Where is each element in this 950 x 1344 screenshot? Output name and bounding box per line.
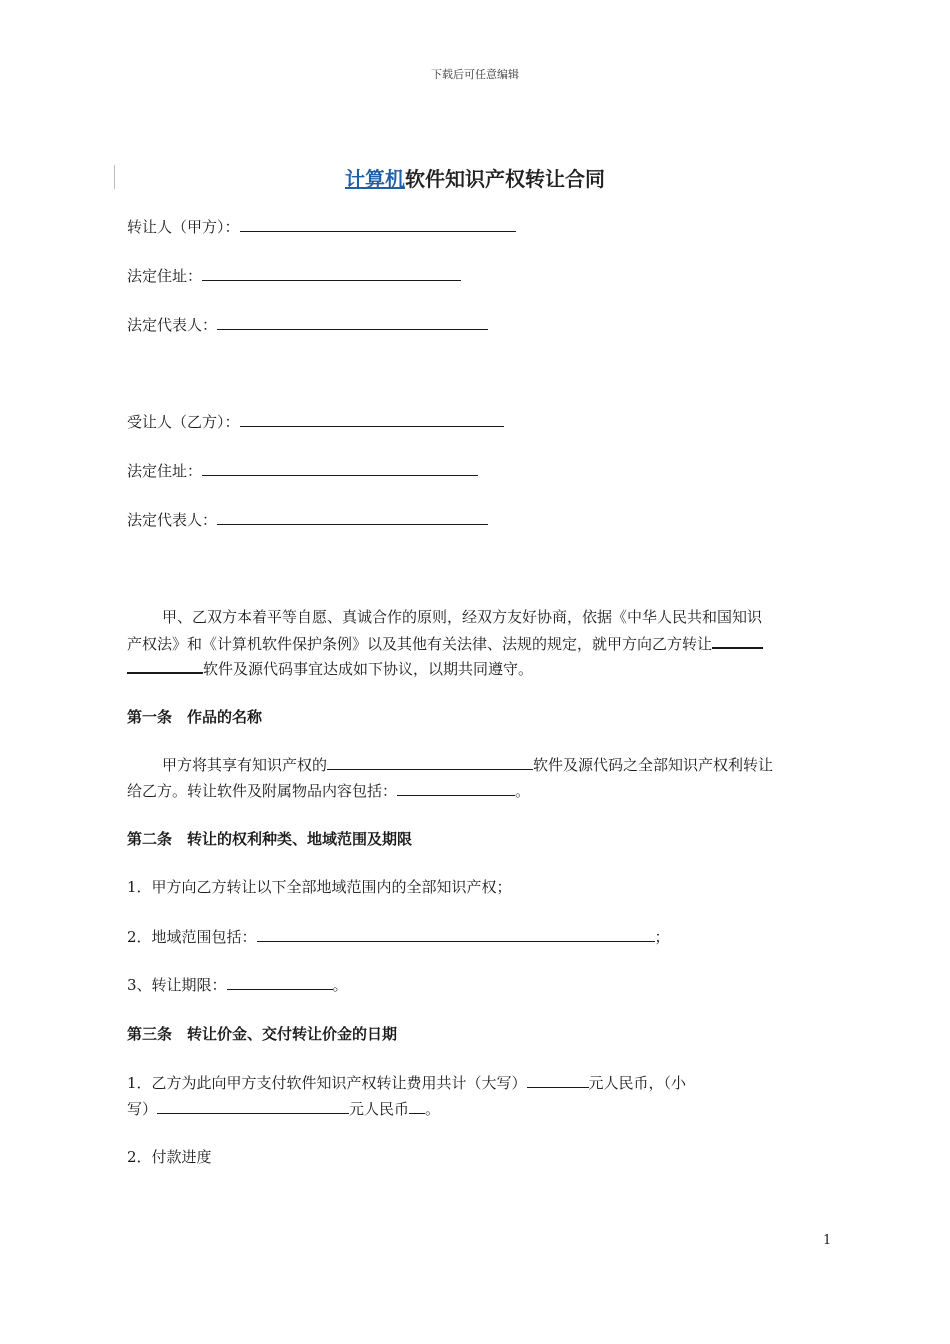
party-a-address-label: 法定住址： <box>127 267 203 285</box>
software-name-blank-a[interactable] <box>712 632 763 649</box>
party-a-rep-label: 法定代表人： <box>127 316 218 334</box>
transferee-line <box>127 411 504 433</box>
article-1-line-2-post: 。 <box>515 782 531 800</box>
party-b-rep-label: 法定代表人： <box>127 511 218 529</box>
article-2-item-2-pre: 2．地域范围包括： <box>127 928 257 946</box>
transferor-line <box>127 216 516 238</box>
article-2-heading: 第二条 转让的权利种类、地域范围及期限 <box>127 830 413 848</box>
party-a-rep-blank[interactable] <box>217 314 488 330</box>
transferor-blank[interactable] <box>240 216 516 232</box>
preamble-line-1: 甲、乙双方本着平等自愿、真诚合作的原则，经双方友好协商，依据《中华人民共和国知识 <box>162 608 763 626</box>
article-3-item-1-line-2-post: 。 <box>425 1100 441 1118</box>
transferee-blank[interactable] <box>240 411 504 427</box>
article-3-item-1-pre: 1．乙方为此向甲方支付软件知识产权转让费用共计（大写） <box>127 1074 527 1092</box>
article-3-item-1-line-2-pre: 写） <box>127 1100 158 1118</box>
party-b-rep-line <box>127 509 488 531</box>
article-1-line-1 <box>162 754 773 776</box>
transferor-label: 转让人（甲方）： <box>127 218 240 236</box>
article-2-item-2-post: ； <box>654 928 670 946</box>
preamble-line-3-text: 软件及源代码事宜达成如下协议，以期共同遵守。 <box>203 660 534 678</box>
transferee-label: 受让人（乙方）： <box>127 413 240 431</box>
article-1-contents-blank[interactable] <box>397 780 515 796</box>
article-1-line-1-post: 软件及源代码之全部知识产权利转让 <box>533 756 774 774</box>
document-title <box>0 163 950 192</box>
currency-blank[interactable] <box>409 1098 425 1114</box>
region-blank[interactable] <box>257 926 655 942</box>
title-link[interactable]: 计算机 <box>345 167 405 191</box>
software-name-blank-b[interactable] <box>127 657 203 674</box>
party-a-rep-line <box>127 314 488 336</box>
article-1-line-2-pre: 给乙方。转让软件及附属物品内容包括： <box>127 782 398 800</box>
title-text: 软件知识产权转让合同 <box>405 167 605 191</box>
page-number: 1 <box>823 1233 832 1248</box>
party-a-address-line <box>127 265 461 287</box>
article-3-item-1-line-2-mid: 元人民币 <box>349 1100 410 1118</box>
preamble-line-2-text: 产权法》和《计算机软件保护条例》以及其他有关法律、法规的规定，就甲方向乙方转让 <box>127 635 713 653</box>
article-3-item-1-mid: 元人民币，（小 <box>588 1074 687 1092</box>
term-blank[interactable] <box>227 974 333 990</box>
article-3-item-1-line-1 <box>127 1072 686 1094</box>
article-2-item-3-pre: 3、转让期限： <box>127 976 227 994</box>
article-1-line-1-pre: 甲方将其享有知识产权的 <box>162 756 328 774</box>
amount-lowercase-blank[interactable] <box>157 1098 349 1114</box>
article-3-heading: 第三条 转让价金、交付转让价金的日期 <box>127 1025 398 1043</box>
article-2-item-1: 1．甲方向乙方转让以下全部地域范围内的全部知识产权； <box>127 878 512 896</box>
article-2-item-3-post: 。 <box>332 976 348 994</box>
article-1-line-2 <box>127 780 530 802</box>
party-b-address-blank[interactable] <box>202 460 478 476</box>
preamble-line-3 <box>127 657 533 680</box>
article-1-heading: 第一条 作品的名称 <box>127 708 263 726</box>
amount-uppercase-blank[interactable] <box>527 1072 589 1088</box>
preamble-line-2 <box>127 632 763 655</box>
party-b-rep-blank[interactable] <box>217 509 488 525</box>
article-3-item-1-line-2 <box>127 1098 440 1120</box>
article-3-item-2: 2．付款进度 <box>127 1148 212 1166</box>
article-1-software-blank[interactable] <box>327 754 533 770</box>
article-2-item-2 <box>127 926 670 948</box>
party-a-address-blank[interactable] <box>202 265 461 281</box>
header-note: 下载后可任意编辑 <box>431 68 519 81</box>
party-b-address-label: 法定住址： <box>127 462 203 480</box>
party-b-address-line <box>127 460 478 482</box>
article-2-item-3 <box>127 974 348 996</box>
